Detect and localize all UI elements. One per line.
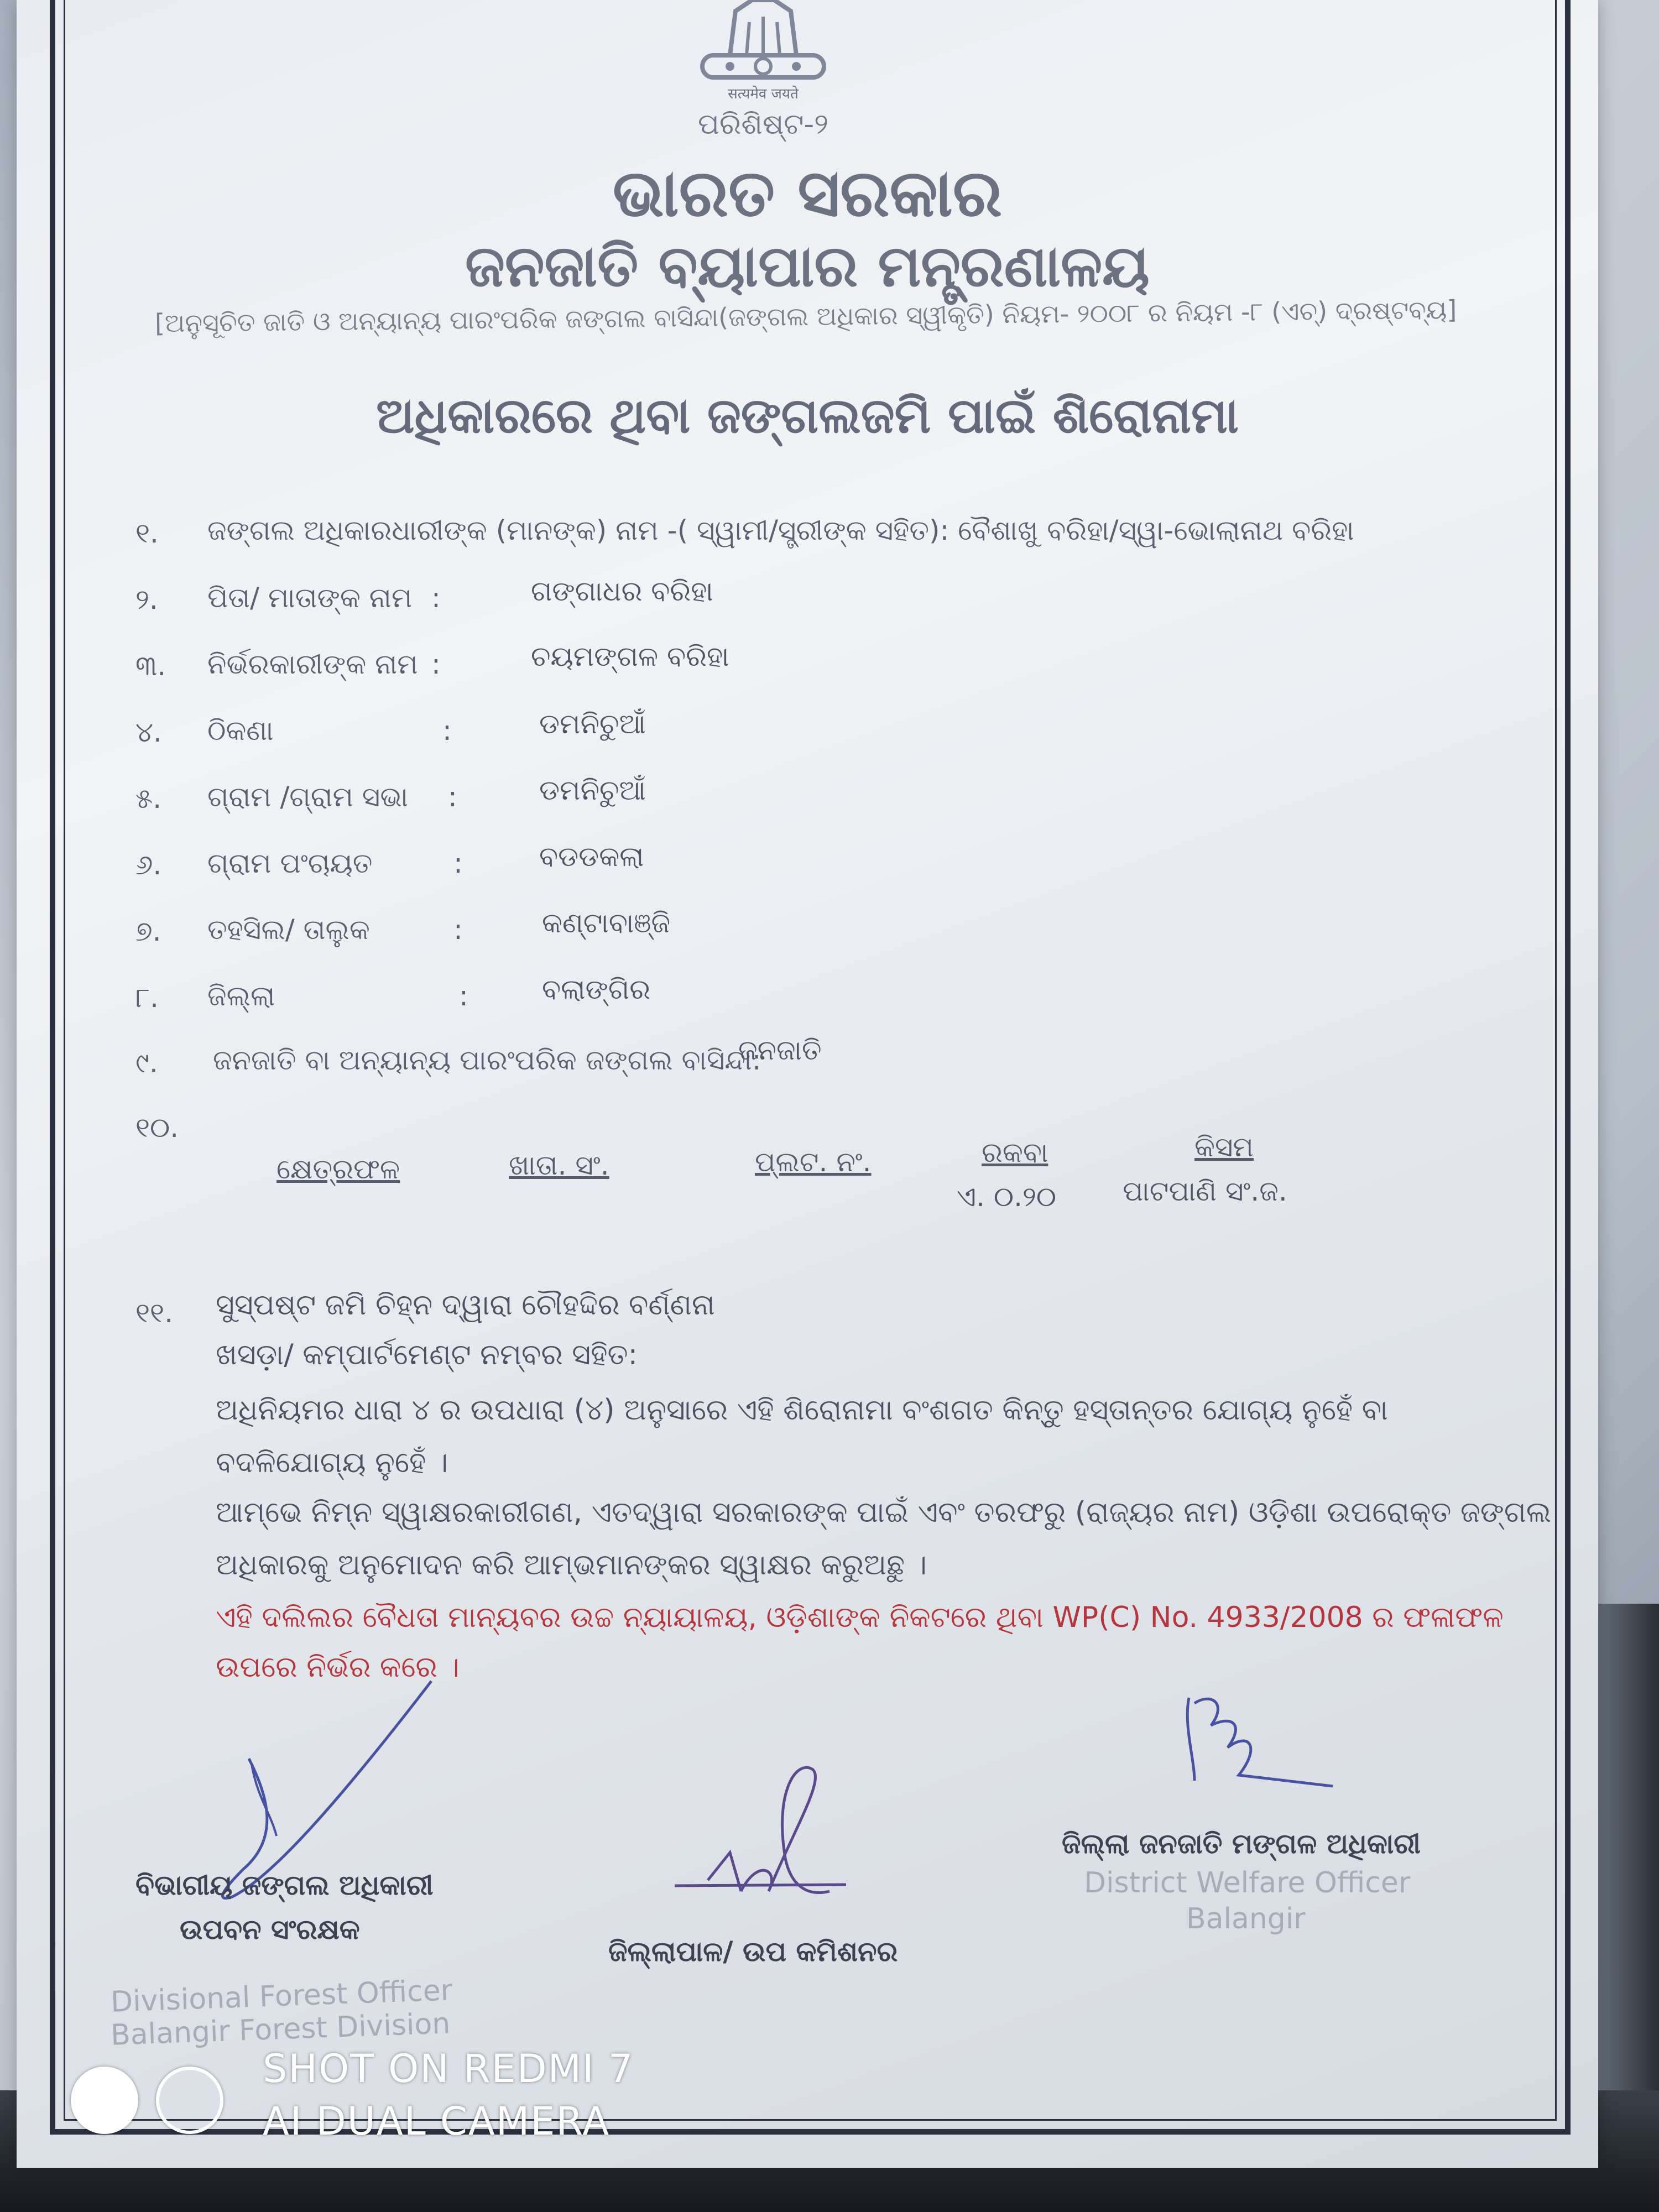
field-4-colon: : <box>442 714 452 747</box>
field-10-number: ୧୦. <box>135 1112 179 1144</box>
field-3-value: ଚୟମଙ୍ଗଳ ବରିହା <box>531 640 729 672</box>
heading-ministry: ଜନଜାତି ବ୍ୟାପାର ମନ୍ତ୍ରଣାଳୟ <box>465 232 1150 300</box>
section-11-line-4: ବଦଳିଯୋଗ୍ୟ ନୁହେଁ । <box>216 1446 448 1479</box>
field-3-number: ୩. <box>135 650 166 682</box>
field-7-colon: : <box>453 914 463 946</box>
national-emblem-icon <box>691 0 835 88</box>
field-7-label: ତହସିଲ/ ତାଲୁକ <box>207 914 370 946</box>
court-notice-line-1: ଏହି ଦଲିଲର ବୈଧତା ମାନ୍ୟବର ଉଚ୍ଚ ନ୍ୟାୟାଳୟ, ଓଡ଼ିଶାଙ୍କ ନିକଟରେ ଥିବା WP(C) No. 4933/2008 ର ଫଳାଫଳ <box>216 1601 1504 1634</box>
field-7-value: କଣ୍ଟାବାଞ୍ଜି <box>542 907 671 939</box>
dwo-designation: ଜିଲ୍ଲା ଜନଜାତି ମଙ୍ଗଳ ଅଧିକାରୀ <box>1062 1828 1421 1860</box>
field-3-colon: : <box>431 648 441 680</box>
section-11-line-6: ଅଧିକାରକୁ ଅନୁମୋଦନ କରି ଆମ୍ଭମାନଙ୍କର ସ୍ୱାକ୍ଷର କରୁଅଛୁ । <box>216 1548 927 1582</box>
field-5-label: ଗ୍ରାମ /ଗ୍ରାମ ସଭା <box>207 781 409 813</box>
field-1-label <box>207 514 1354 547</box>
field-1-label-text: ଜଙ୍ଗଲ ଅଧିକାରଧାରୀଙ୍କ (ମାନଙ୍କ) ନାମ -( ସ୍ୱାମୀ/ସ୍ତ୍ରୀଙ୍କ ସହିତ): <box>207 514 958 546</box>
section-11-line-1: ସୁସ୍ପଷ୍ଟ ଜମି ଚିହ୍ନ ଦ୍ୱାରା ଚୌହଦ୍ଦିର ବର୍ଣ୍ଣନା <box>216 1288 715 1322</box>
field-2-value: ଗଙ୍ଗାଧର ବରିହା <box>531 575 713 607</box>
camera-watermark-ring-icon <box>156 2067 223 2134</box>
field-2-number: ୨. <box>135 583 158 615</box>
field-4-label: ଠିକଣା <box>207 714 274 747</box>
field-8-value: ବଲାଙ୍ଗିର <box>542 973 651 1005</box>
field-6-colon: : <box>453 847 463 879</box>
camera-watermark-line-2: AI DUAL CAMERA <box>263 2099 611 2144</box>
dfo-stamp-line-1: Divisional Forest Officer <box>110 1974 453 2019</box>
field-6-label: ଗ୍ରାମ ପଂଚାୟତ <box>207 847 373 879</box>
land-table-cell-rakaba: ଏ. ୦.୨୦ <box>957 1181 1057 1213</box>
field-3-label: ନିର୍ଭରକାରୀଙ୍କ ନାମ <box>207 648 418 680</box>
field-8-colon: : <box>459 980 468 1012</box>
field-5-value: ଡମନିଚୁଆଁ <box>539 774 646 806</box>
document-paper <box>17 0 1598 2168</box>
field-5-number: ୫. <box>135 782 162 815</box>
field-4-value: ଡମନିଚୁଆଁ <box>539 708 646 740</box>
land-table-cell-kisam: ପାଟପାଣି ସଂ.ଜ. <box>1123 1175 1287 1207</box>
dwo-signature-icon <box>1167 1681 1344 1814</box>
dfo-designation-2: ଉପବନ ସଂରକ୍ଷକ <box>180 1913 360 1945</box>
heading-government: ଭାରତ ସରକାର <box>612 155 1003 231</box>
subheading-rule: [ଅନୁସୂଚିତ ଜାତି ଓ ଅନ୍ୟାନ୍ୟ ପାରଂପରିକ ଜଙ୍ଗଲ ବାସିନ୍ଦା(ଜଙ୍ଗଲ ଅଧିକାର ସ୍ୱୀକୃତି) ନିୟମ- ୨୦୦୮ ର ନିୟମ -୮ (ଏଚ୍) ଦ୍ରଷ୍ଟବ୍ୟ] <box>154 294 1457 338</box>
dwo-stamp-line-2: Balangir <box>1186 1902 1306 1936</box>
dfo-stamp-line-2: Balangir Forest Division <box>110 2007 451 2052</box>
section-11-line-5: ଆମ୍ଭେ ନିମ୍ନ ସ୍ୱାକ୍ଷରକାରୀଗଣ, ଏତଦ୍ୱାରା ସରକାରଙ୍କ ପାଇଁ ଏବଂ ତରଫରୁ (ରାଜ୍ୟର ନାମ) ଓଡ଼ିଶା ଉପରୋକ୍ତ ଜଙ୍ଗଲ <box>216 1496 1552 1529</box>
land-table-header-khata: ଖାତା. ସଂ. <box>509 1149 609 1181</box>
court-notice-line-2: ଉପରେ ନିର୍ଭର କରେ । <box>216 1651 460 1684</box>
annex-label: ପରିଶିଷ୍ଟ-୨ <box>697 108 829 141</box>
field-6-value: ବଡଡକଲା <box>539 841 644 873</box>
field-6-number: ୬. <box>135 849 162 881</box>
field-1-number: ୧. <box>135 517 159 549</box>
land-table-header-kisam: କିସମ <box>1194 1131 1254 1163</box>
document-title: ଅଧିକାରରେ ଥିବା ଜଙ୍ଗଲଜମି ପାଇଁ ଶିରୋନାମା <box>376 387 1239 444</box>
field-9-number: ୯. <box>135 1047 158 1079</box>
dfo-designation: ବିଭାଗୀୟ ଜଙ୍ଗଲ ଅଧିକାରୀ <box>135 1869 434 1901</box>
camera-watermark-line-1: SHOT ON REDMI 7 <box>263 2046 634 2091</box>
field-2-colon: : <box>431 582 441 614</box>
collector-signature-icon <box>664 1759 885 1924</box>
field-4-number: ୪. <box>135 716 162 748</box>
land-table-header-rakaba: ରକବା <box>982 1136 1048 1168</box>
field-7-number: ୭. <box>135 915 161 947</box>
collector-designation: ଜିଲ୍ଲାପାଳ/ ଉପ କମିଶନର <box>608 1936 898 1968</box>
field-8-label: ଜିଲ୍ଲା <box>207 980 275 1012</box>
field-5-colon: : <box>448 781 457 813</box>
field-2-label: ପିତା/ ମାତାଙ୍କ ନାମ <box>207 582 413 614</box>
field-9-value: ଜନଜାତି <box>738 1034 822 1066</box>
field-1-value: ବୈଶାଖୁ ବରିହା/ସ୍ୱା-ଭୋଲାନାଥ ବରିହା <box>958 514 1354 546</box>
emblem-motto: सत्यमेव जयते <box>728 86 799 102</box>
field-8-number: ୮. <box>135 982 159 1014</box>
camera-watermark-dot-icon <box>71 2067 138 2134</box>
land-table-header-plot: ପ୍ଲଟ. ନଂ. <box>755 1146 872 1178</box>
land-table-header-area: କ୍ଷେତ୍ରଫଳ <box>276 1153 400 1185</box>
section-11-line-2: ଖସଡ଼ା/ କମ୍ପାର୍ଟମେଣ୍ଟ ନମ୍ବର ସହିତ: <box>216 1338 638 1371</box>
dwo-stamp-line-1: District Welfare Officer <box>1084 1866 1411 1900</box>
field-9-label: ଜନଜାତି ବା ଅନ୍ୟାନ୍ୟ ପାରଂପରିକ ଜଙ୍ଗଲ ବାସିନ୍ଦା: <box>213 1044 761 1076</box>
section-11-number: ୧୧. <box>135 1297 173 1329</box>
section-11-line-3: ଅଧିନିୟମର ଧାରା ୪ ର ଉପଧାରା (୪) ଅନୁସାରେ ଏହି ଶିରୋନାମା ବଂଶଗତ କିନ୍ତୁ ହସ୍ତାନ୍ତର ଯୋଗ୍ୟ ନୁହେଁ ବା <box>216 1394 1388 1427</box>
